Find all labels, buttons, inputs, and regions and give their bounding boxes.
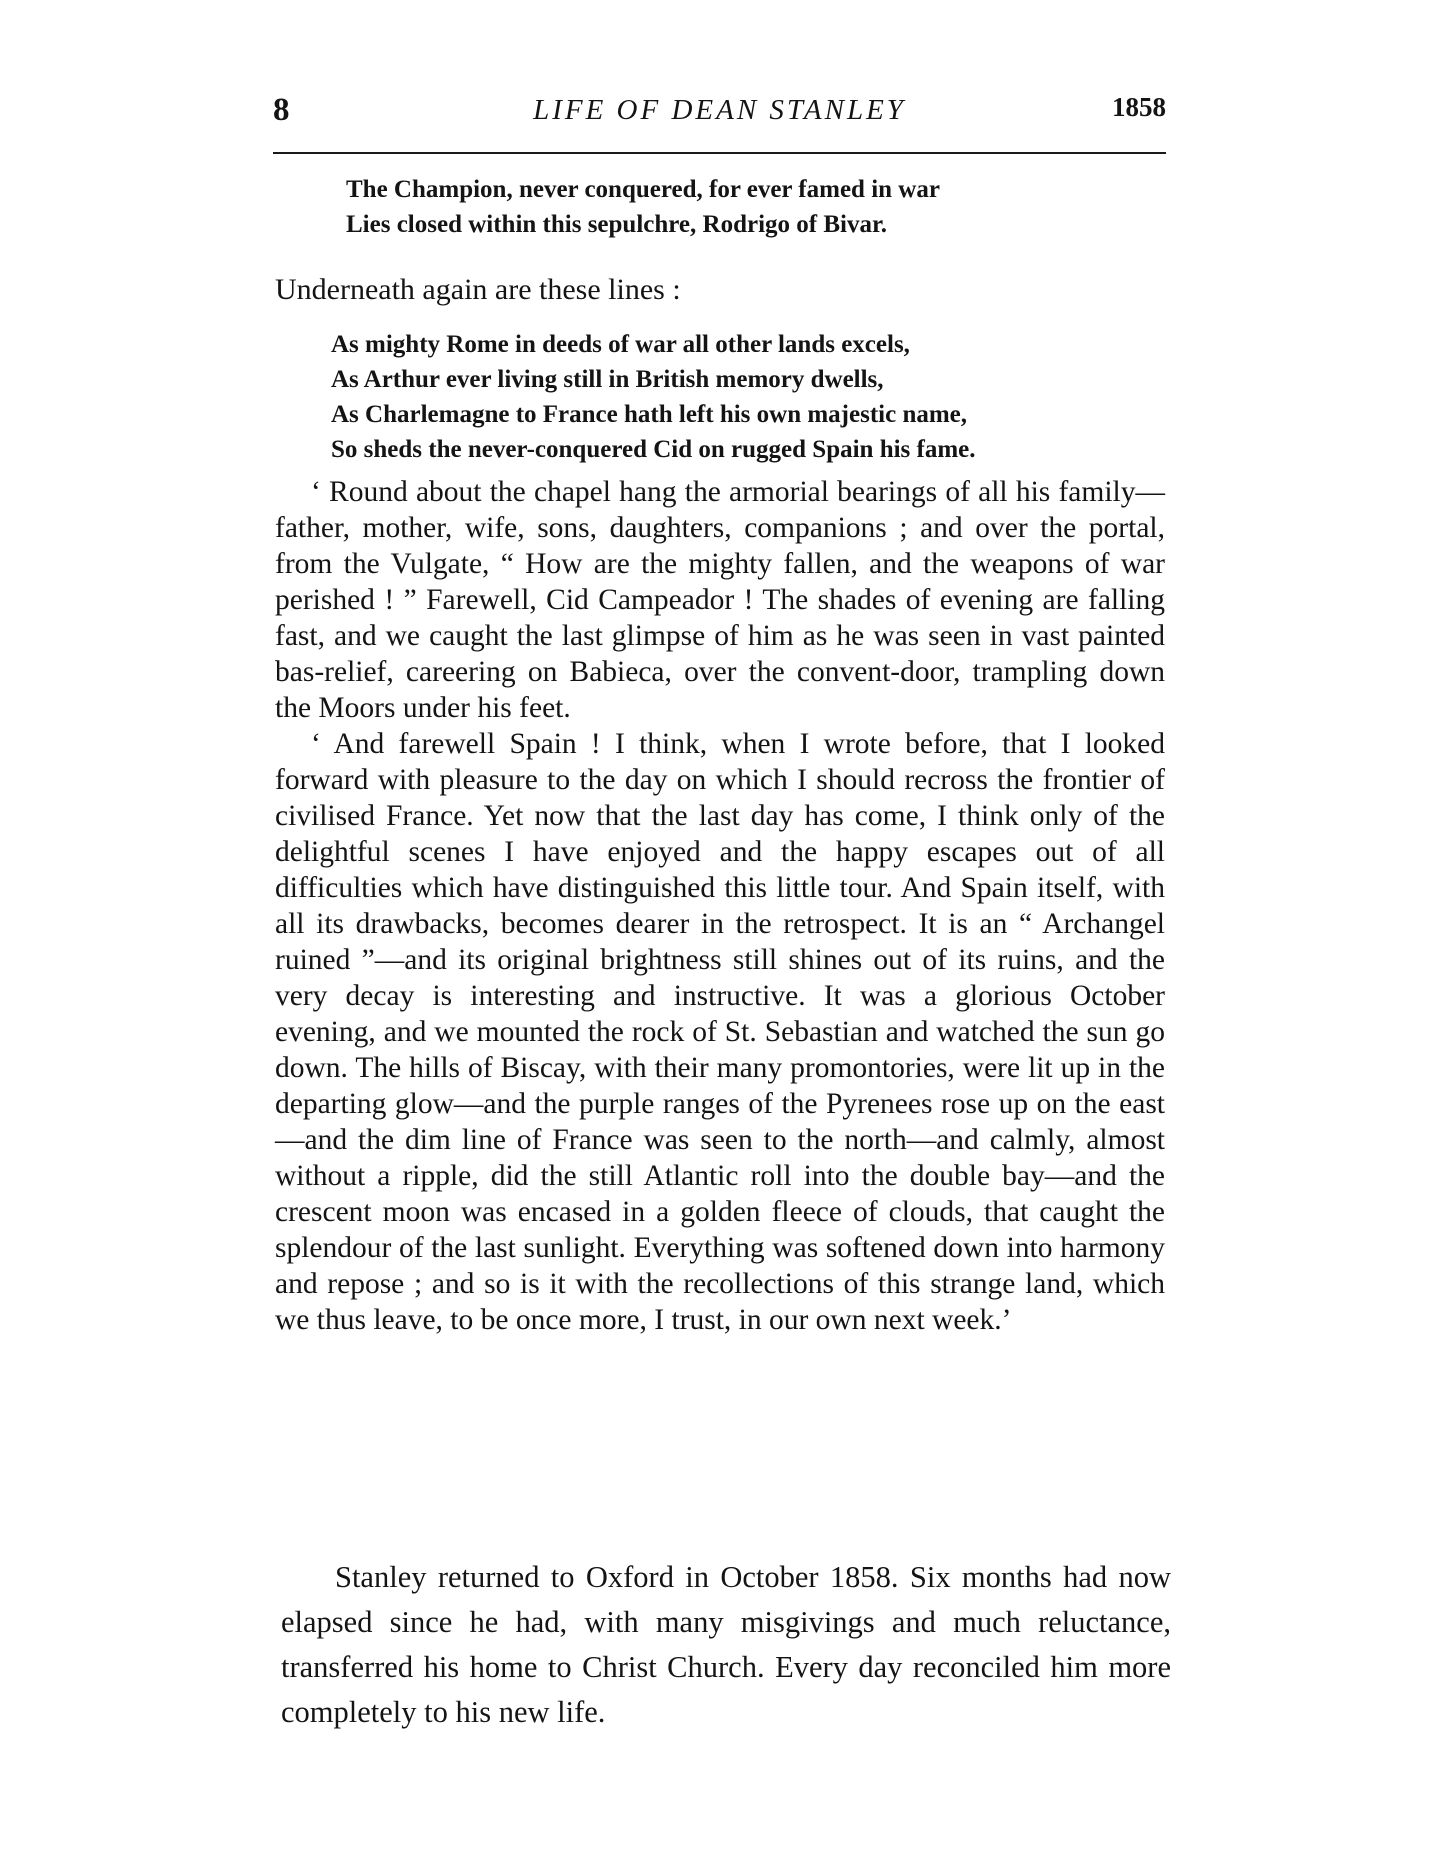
header-rule [273,152,1166,154]
poem-verse [331,327,976,467]
epitaph-line: The Champion, never conquered, for ever famed in war [346,176,940,203]
epitaph-line: Lies closed within this sepulchre, Rodrigo of Bivar. [346,211,888,238]
poem-line: So sheds the never-conquered Cid on rugged Spain his fame. [331,436,976,463]
poem-line: As Arthur ever living still in British memory dwells, [331,366,884,393]
closing-paragraph: Stanley returned to Oxford in October 1858. Six months had now elapsed since he had, with many misgivings and much reluctance, transferred his home to Christ Church. Every day reconciled him more completely to his new life. [281,1560,1171,1729]
letter-paragraph: ‘ Round about the chapel hang the armorial bearings of all his family—father, mother, wife, sons, daughters, companions ; and over the portal, from the Vulgate, “ How are the mighty fallen, and the weapons of war perished ! ” Farewell, Cid Campeador ! The shades of evening are falling fast, and we caught the last glimpse of him as he was seen in vast painted bas-relief, careering on Babieca, over the convent-door, trampling down the Moors under his feet. [275,476,1165,724]
running-title: LIFE OF DEAN STANLEY [533,94,906,126]
letter-body [275,474,1165,1338]
page-number: 8 [273,92,290,128]
epitaph-verse [346,172,940,242]
closing-section [281,1555,1171,1735]
poem-line: As Charlemagne to France hath left his own majestic name, [331,401,968,428]
header-year: 1858 [1112,92,1166,122]
intro-line: Underneath again are these lines : [275,273,681,306]
letter-paragraph: ‘ And farewell Spain ! I think, when I wrote before, that I looked forward with pleasure to the day on which I should recross the frontier of civilised France. Yet now that the last day has come, I think only of the delightful scenes I have enjoyed and the happy escapes out of all difficulties which have distinguished this little tour. And Spain itself, with all its drawbacks, becomes dearer in the retrospect. It is an “ Archangel ruined ”—and its original brightness still shines out of its ruins, and the very decay is interesting and instructive. It was a glorious October evening, and we mounted the rock of St. Sebastian and watched the sun go down. The hills of Biscay, with their many promontories, were lit up in the departing glow—and the purple ranges of the Pyrenees rose up on the east—and the dim line of France was seen to the north—and calmly, almost without a ripple, did the still Atlantic roll into the double bay—and the crescent moon was encased in a golden fleece of clouds, that caught the splendour of the last sunlight. Everything was softened down into harmony and repose ; and so is it with the recollections of this strange land, which we thus leave, to be once more, I trust, in our own next week.’ [275,728,1165,1336]
poem-line: As mighty Rome in deeds of war all other lands excels, [331,331,910,358]
page-header [273,92,1166,140]
